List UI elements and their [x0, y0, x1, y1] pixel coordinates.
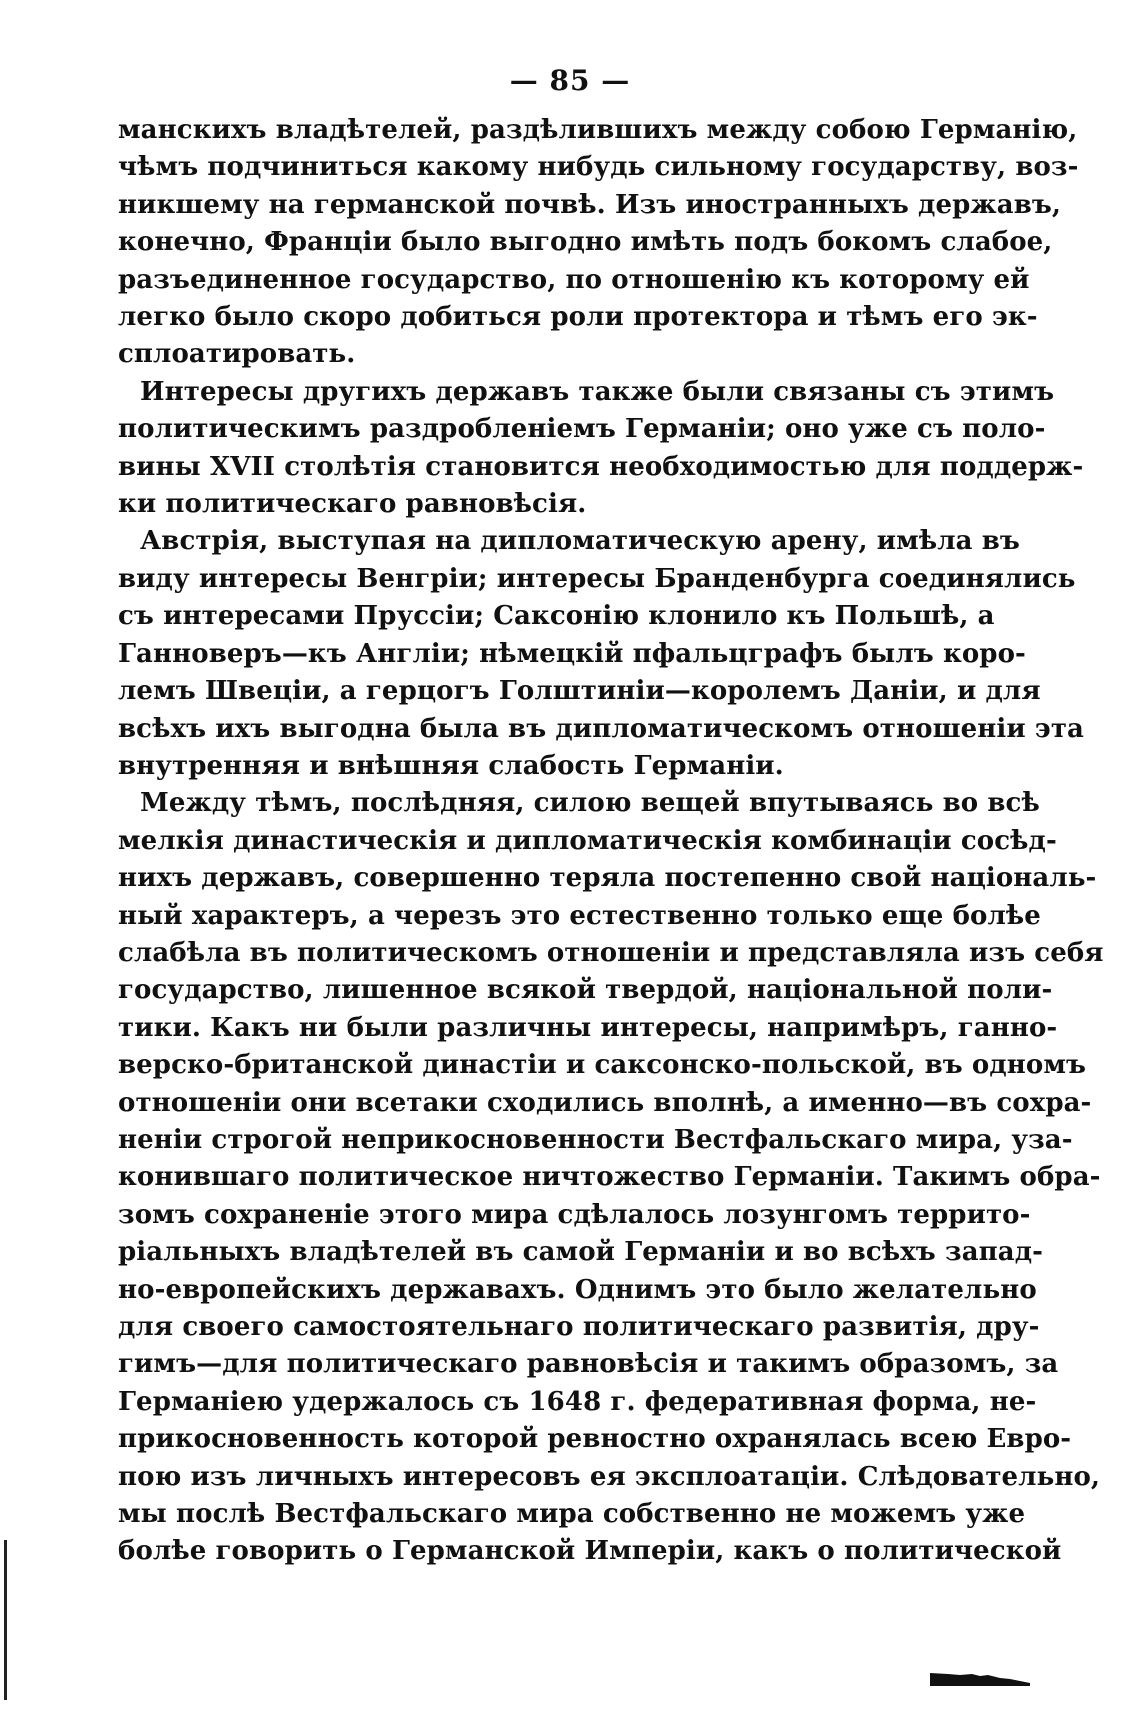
- text-line: гимъ—для политическаго равновѣсія и такимъ образомъ, за: [118, 1349, 1059, 1380]
- text-line: Между тѣмъ, послѣдняя, силою вещей впутываясь во всѣ: [140, 788, 1040, 819]
- text-line: манскихъ владѣтелей, раздѣлившихъ между собою Германію,: [118, 115, 1078, 145]
- text-line: прикосновенность которой ревностно охранялась всею Евро-: [118, 1424, 1072, 1455]
- text-line: для своего самостоятельнаго политическаго развитія, дру-: [118, 1312, 1040, 1342]
- paragraph-1: [118, 112, 1079, 374]
- text-line: разъединенное государство, по отношенію къ которому ей: [118, 264, 1030, 295]
- text-line: слабѣла въ политическомъ отношеніи и представляла изъ себя: [118, 937, 1104, 968]
- text-line: неніи строгой неприкосновенности Вестфальскаго мира, уза-: [118, 1124, 1073, 1155]
- text-line: сплоатировать.: [118, 339, 356, 370]
- text-line: всѣхъ ихъ выгодна была въ дипломатическомъ отношеніи эта: [118, 713, 1084, 744]
- text-line: мы послѣ Вестфальскаго мира собственно не можемъ уже: [118, 1499, 1026, 1530]
- text-line: отношеніи они всетаки сходились вполнѣ, а именно—въ сохра-: [118, 1087, 1092, 1118]
- text-line: лемъ Швеціи, а герцогъ Голштиніи—королемъ Даніи, и для: [118, 676, 1041, 707]
- text-line: легко было скоро добиться роли протектора и тѣмъ его эк-: [118, 302, 1038, 333]
- text-line: конившаго политическое ничтожество Германіи. Такимъ обра-: [118, 1162, 1101, 1193]
- text-line: вины XVII столѣтія становится необходимостью для поддерж-: [118, 451, 1084, 482]
- text-line: тики. Какъ ни были различны интересы, напримѣръ, ганно-: [118, 1012, 1058, 1043]
- text-line: ный характеръ, а черезъ это естественно только еще болѣе: [118, 900, 1041, 931]
- scan-edge-mark: [4, 1540, 7, 1700]
- text-line: нихъ державъ, совершенно теряла постепенно свой національ-: [118, 863, 1097, 894]
- text-line: внутренняя и внѣшняя слабость Германіи.: [118, 750, 784, 781]
- text-line: Интересы другихъ державъ также были связаны съ этимъ: [140, 376, 1055, 407]
- text-line: конечно, Франціи было выгодно имѣть подъ бокомъ слабое,: [118, 227, 1053, 258]
- text-line: политическимъ раздробленіемъ Германіи; оно уже съ поло-: [118, 414, 1046, 445]
- text-line: пою изъ личныхъ интересовъ ея эксплоатаціи. Слѣдовательно,: [118, 1461, 1101, 1492]
- paragraph-4: [118, 785, 1104, 1571]
- text-line: мелкія династическія и дипломатическія комбинаціи сосѣд-: [118, 825, 1057, 856]
- text-line: болѣе говорить о Германской Имперіи, какъ о политической: [118, 1536, 1062, 1567]
- text-line: Австрія, выступая на дипломатическую арену, имѣла въ: [140, 526, 1020, 557]
- text-line: но-европейскихъ державахъ. Однимъ это было желательно: [118, 1274, 1037, 1305]
- text-line: зомъ сохраненіе этого мира сдѣлалось лозунгомъ террито-: [118, 1199, 1031, 1230]
- text-line: государство, лишенное всякой твердой, національной поли-: [118, 975, 1053, 1006]
- text-line: ріальныхъ владѣтелей въ самой Германіи и во всѣхъ запад-: [118, 1237, 1044, 1268]
- paragraph-2: [118, 374, 1084, 524]
- text-line: чѣмъ подчиниться какому нибудь сильному государству, воз-: [118, 152, 1079, 183]
- body-text: [118, 112, 1104, 1571]
- text-line: Ганноверъ—къ Англіи; нѣмецкій пфальцграфъ былъ коро-: [118, 638, 1026, 669]
- page-number: — 85 —: [509, 64, 631, 97]
- paragraph-3: [118, 523, 1084, 785]
- text-line: никшему на германской почвѣ. Изъ иностранныхъ державъ,: [118, 189, 1062, 220]
- ink-smudge-icon: [930, 1670, 1030, 1686]
- text-line: верско-британской династіи и саксонско-польской, въ одномъ: [118, 1050, 1087, 1081]
- text-line: Германіею удержалось съ 1648 г. федеративная форма, не-: [118, 1386, 1037, 1417]
- text-line: виду интересы Венгріи; интересы Бранденбурга соединялись: [118, 563, 1076, 594]
- text-line: ки политическаго равновѣсія.: [118, 489, 587, 520]
- text-line: съ интересами Пруссіи; Саксонію клонило къ Польшѣ, а: [118, 601, 995, 632]
